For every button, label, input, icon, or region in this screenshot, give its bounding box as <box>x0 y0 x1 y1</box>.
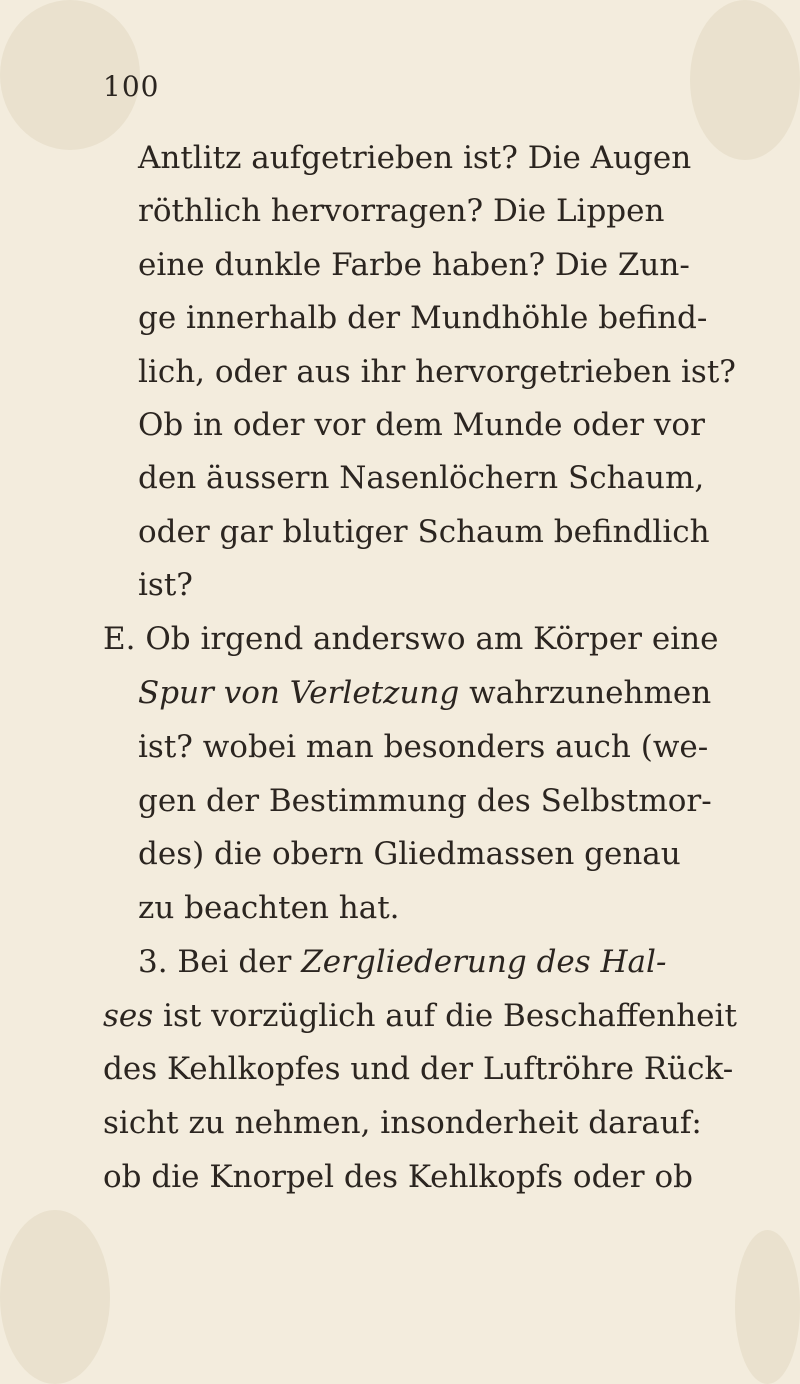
line-text: gen der Bestimmung des Selbstmor- <box>138 783 712 819</box>
line-text: röthlich hervorragen? Die Lippen <box>138 193 665 229</box>
text-line <box>138 727 708 767</box>
emphasized-text: Spur von Verletzung <box>138 675 460 711</box>
text-line <box>103 996 737 1036</box>
emphasized-text: Zergliederung des Hal- <box>301 944 667 980</box>
text-line <box>138 191 664 231</box>
line-text: zu beachten hat. <box>138 890 400 926</box>
line-prefix: 3. Bei der <box>138 944 302 980</box>
paper-stain <box>735 1230 800 1384</box>
emphasized-text: ses <box>103 998 154 1034</box>
text-line <box>138 245 690 285</box>
line-text: ist? <box>138 567 193 603</box>
text-line <box>138 138 691 178</box>
page-number: 100 <box>103 70 160 103</box>
line-text: wahrzunehmen <box>459 675 712 711</box>
text-line <box>103 619 718 659</box>
text-line <box>138 673 711 713</box>
line-text: oder gar blutiger Schaum befindlich <box>138 514 710 550</box>
line-text: ist vorzüglich auf die Beschaffenheit <box>153 998 737 1034</box>
line-text: eine dunkle Farbe haben? Die Zun- <box>138 247 690 283</box>
text-line <box>103 1103 702 1143</box>
text-line <box>138 834 681 874</box>
text-line <box>103 1157 693 1197</box>
line-text: des) die obern Gliedmassen genau <box>138 836 681 872</box>
text-line <box>138 888 400 928</box>
text-line <box>138 458 704 498</box>
text-line <box>138 565 193 605</box>
line-text: des Kehlkopfes und der Luftröhre Rück- <box>103 1051 734 1087</box>
text-line <box>138 942 666 982</box>
text-line <box>138 405 705 445</box>
text-line <box>103 1049 733 1089</box>
line-text: sicht zu nehmen, insonderheit darauf: <box>103 1105 702 1141</box>
text-line <box>138 298 707 338</box>
line-text: den äussern Nasenlöchern Schaum, <box>138 460 705 496</box>
line-text: Ob in oder vor dem Munde oder vor <box>138 407 705 443</box>
paper-stain <box>0 1210 110 1384</box>
paper-stain <box>690 0 800 160</box>
line-text: Antlitz aufgetrieben ist? Die Augen <box>138 140 692 176</box>
line-text: ob die Knorpel des Kehlkopfs oder ob <box>103 1159 693 1195</box>
line-text: ge innerhalb der Mundhöhle befind- <box>138 300 708 336</box>
text-line <box>138 781 712 821</box>
line-text: ist? wobei man besonders auch (we- <box>138 729 709 765</box>
line-text: E. Ob irgend anderswo am Körper eine <box>103 621 719 657</box>
text-line <box>138 512 710 552</box>
text-line <box>138 352 736 392</box>
line-text: lich, oder aus ihr hervorgetrieben ist? <box>138 354 736 390</box>
